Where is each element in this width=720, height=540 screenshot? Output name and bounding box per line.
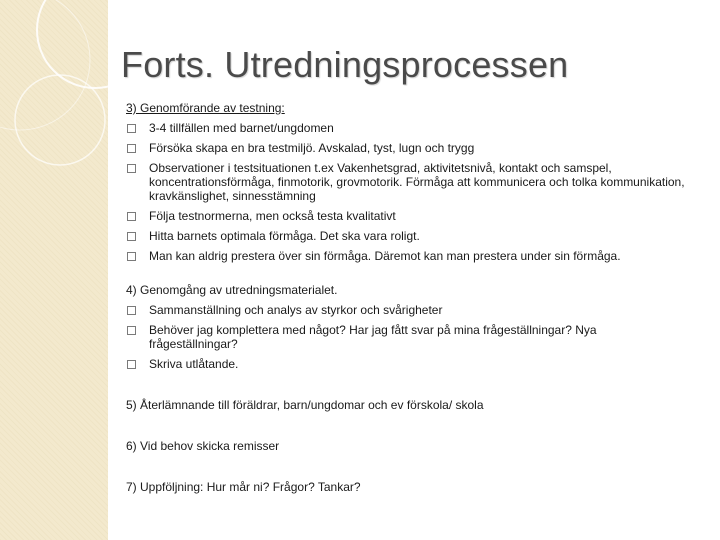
list-item: Behöver jag komplettera med något? Har jag fått svar på mina frågeställningar? Nya frågeställningar?	[126, 323, 686, 351]
list-item: Hitta barnets optimala förmåga. Det ska vara roligt.	[126, 229, 686, 243]
checkbox-icon	[127, 232, 136, 241]
section-4-heading: 4) Genomgång av utredningsmaterialet.	[126, 283, 338, 297]
section-3-list	[126, 121, 686, 263]
checkbox-icon	[127, 144, 136, 153]
section-4-list	[126, 303, 686, 371]
list-item: Följa testnormerna, men också testa kvalitativt	[126, 209, 686, 223]
list-item: Försöka skapa en bra testmiljö. Avskalad, tyst, lugn och trygg	[126, 141, 686, 155]
checkbox-icon	[127, 212, 136, 221]
list-item: Man kan aldrig prestera över sin förmåga. Däremot kan man prestera under sin förmåga.	[126, 249, 686, 263]
checkbox-icon	[127, 360, 136, 369]
section-7-text: 7) Uppföljning: Hur mår ni? Frågor? Tankar?	[126, 480, 361, 494]
section-6-text: 6) Vid behov skicka remisser	[126, 439, 280, 453]
list-item: 3-4 tillfällen med barnet/ungdomen	[126, 121, 686, 135]
section-5-text: 5) Återlämnande till föräldrar, barn/ungdomar och ev förskola/ skola	[126, 398, 484, 412]
slide-body	[126, 101, 686, 494]
checkbox-icon	[127, 164, 136, 173]
checkbox-icon	[127, 326, 136, 335]
section-3-heading: 3) Genomförande av testning:	[126, 101, 285, 115]
checkbox-icon	[127, 124, 136, 133]
checkbox-icon	[127, 306, 136, 315]
list-item: Skriva utlåtande.	[126, 357, 686, 371]
checkbox-icon	[127, 252, 136, 261]
list-item: Sammanställning och analys av styrkor och svårigheter	[126, 303, 686, 317]
slide-title: Forts. Utredningsprocessen	[121, 44, 569, 85]
list-item: Observationer i testsituationen t.ex Vakenhetsgrad, aktivitetsnivå, kontakt och samspel, koncentrationsförmåga, finmotorik, grovmotorik. Förmåga att kommunicera och tolka kommunikation, kravkänslighet, sinnesstämning	[126, 161, 686, 203]
